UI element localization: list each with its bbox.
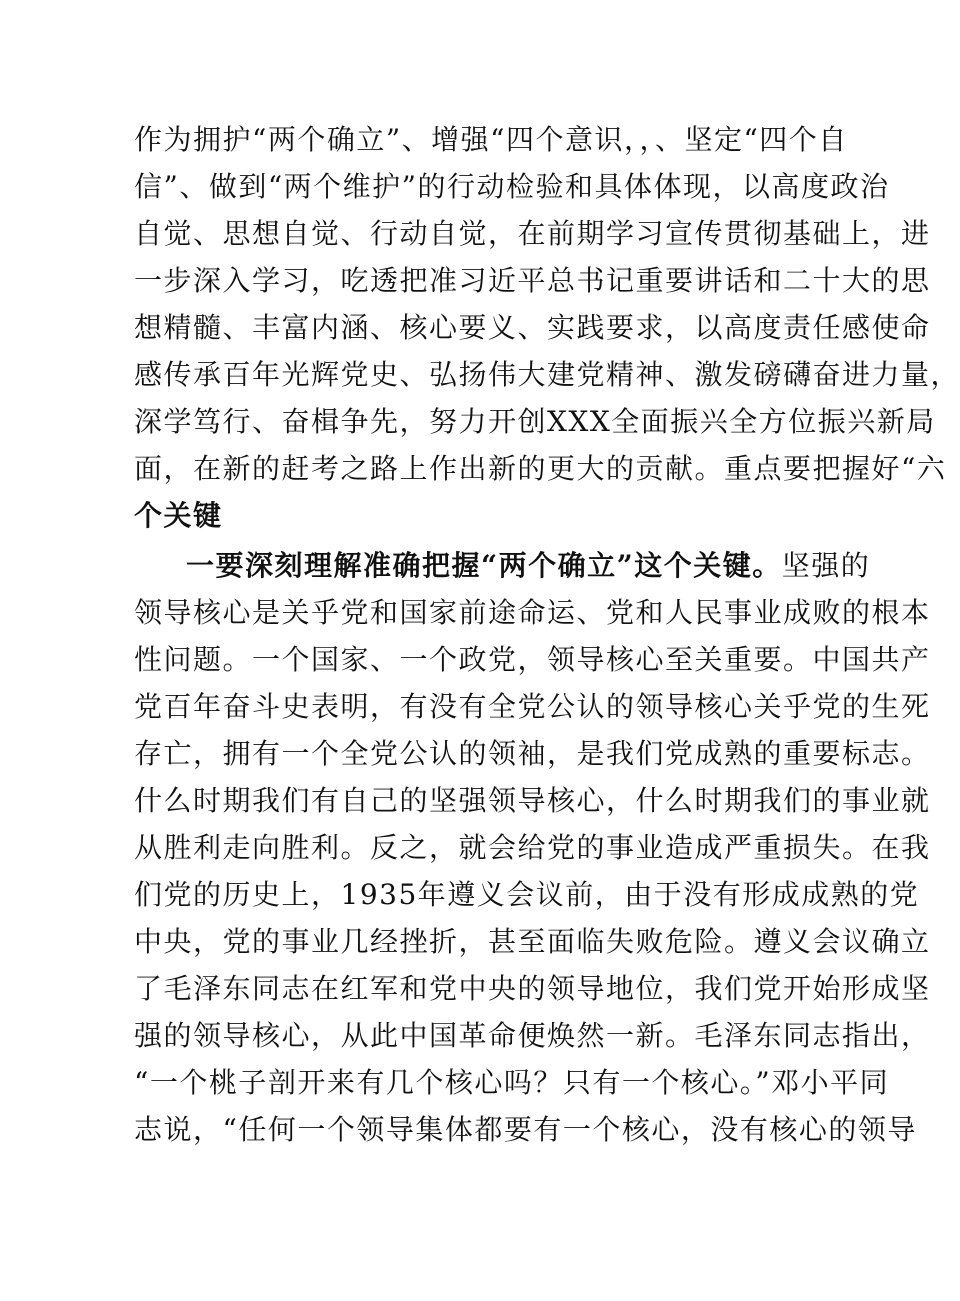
paragraph-first-line [186, 544, 871, 588]
text-line: 深学笃行、奋楫争先，努力开创XXX全面振兴全方位振兴新局 [134, 405, 936, 438]
section-heading: 个关键 [134, 499, 223, 532]
text-line: 面，在新的赶考之路上作出新的更大的贡献。重点要把握好“六 [134, 452, 947, 485]
text-line: 了毛泽东同志在红军和党中央的领导地位，我们党开始形成坚 [134, 972, 931, 1005]
text-line: 信”、做到“两个维护”的行动检验和具体体现，以高度政治 [134, 170, 890, 203]
text-line: 们党的历史上，1935年遵义会议前，由于没有形成成熟的党 [134, 878, 920, 911]
key-point-heading: 一要深刻理解准确把握“两个确立”这个关键。 [186, 549, 782, 582]
text-line: 志说，“任何一个领导集体都要有一个核心，没有核心的领导 [134, 1113, 917, 1146]
text-span: 坚强的 [781, 549, 871, 582]
text-line: 强的领导核心，从此中国革命便焕然一新。毛泽东同志指出， [134, 1019, 931, 1052]
text-line: 作为拥护“两个确立”、增强“四个意识，，、坚定“四个自 [134, 123, 848, 156]
text-line: 想精髓、丰富内涵、核心要义、实践要求，以高度责任感使命 [134, 311, 931, 344]
text-line: 党百年奋斗史表明，有没有全党公认的领导核心关乎党的生死 [134, 690, 931, 723]
text-line: 什么时期我们有自己的坚强领导核心，什么时期我们的事业就 [134, 784, 931, 817]
text-line: 中央，党的事业几经挫折，甚至面临失败危险。遵义会议确立 [134, 925, 931, 958]
text-line: 领导核心是关乎党和国家前途命运、党和人民事业成败的根本 [134, 596, 931, 629]
text-line: 感传承百年光辉党史、弘扬伟大建党精神、激发磅礴奋进力量， [134, 358, 960, 391]
text-line: 存亡，拥有一个全党公认的领袖，是我们党成熟的重要标志。 [134, 737, 931, 770]
text-line: 从胜利走向胜利。反之，就会给党的事业造成严重损失。在我 [134, 831, 931, 864]
text-line: 自觉、思想自觉、行动自觉，在前期学习宣传贯彻基础上，进 [134, 217, 931, 250]
text-line: 性问题。一个国家、一个政党，领导核心至关重要。中国共产 [134, 643, 931, 676]
text-line: “一个桃子剖开来有几个核心吗？只有一个核心。”邓小平同 [134, 1066, 890, 1099]
text-line: 一步深入学习，吃透把准习近平总书记重要讲话和二十大的思 [134, 264, 931, 297]
